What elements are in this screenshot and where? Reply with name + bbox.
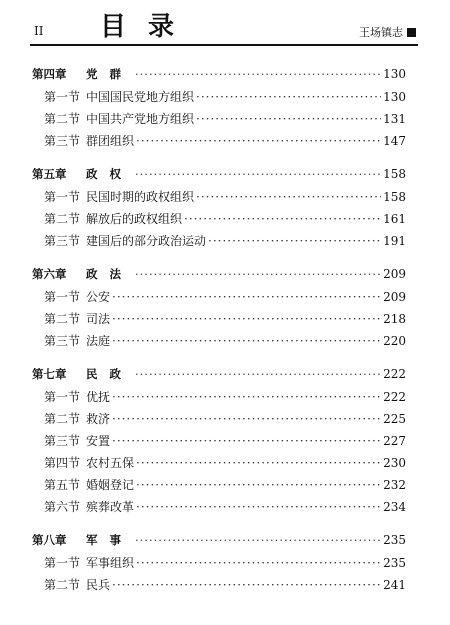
dot-leader xyxy=(112,312,381,326)
toc-chapter-row xyxy=(32,366,406,388)
page-ref: 222 xyxy=(383,367,406,381)
page-ref: 235 xyxy=(383,533,406,547)
dot-leader xyxy=(136,134,381,148)
page-ref: 161 xyxy=(383,212,406,226)
section-name: 救济 xyxy=(86,412,111,426)
toc-section-row xyxy=(32,288,406,310)
section-name: 中国国民党地方组织 xyxy=(86,90,195,104)
page-ref: 209 xyxy=(383,267,406,281)
dot-leader xyxy=(136,456,381,470)
square-icon xyxy=(407,28,416,37)
section-name: 民国时期的政权组织 xyxy=(86,190,195,204)
chapter-name: 民政 xyxy=(86,367,133,381)
page-ref: 218 xyxy=(383,312,406,326)
toc-chapter-row xyxy=(32,166,406,188)
toc-section-row xyxy=(32,210,406,232)
dot-leader xyxy=(112,578,381,592)
chapter-label: 第四章 xyxy=(32,67,67,81)
section-label: 第二节 xyxy=(44,578,81,592)
toc-section-row xyxy=(32,554,406,576)
toc-section-row xyxy=(32,498,406,520)
chapter-label: 第五章 xyxy=(32,167,67,181)
toc-section-row xyxy=(32,110,406,132)
chapter-label: 第七章 xyxy=(32,367,67,381)
section-name: 群团组织 xyxy=(86,134,135,148)
page-ref: 158 xyxy=(383,167,406,181)
section-label: 第一节 xyxy=(44,190,81,204)
page-number: II xyxy=(34,24,44,38)
dot-leader xyxy=(112,412,381,426)
dot-leader xyxy=(136,478,381,492)
page-ref: 241 xyxy=(383,578,406,592)
toc-section-row xyxy=(32,132,406,154)
dot-leader xyxy=(112,334,381,348)
toc-chapter-row xyxy=(32,266,406,288)
chapter-gap xyxy=(32,354,406,366)
section-label: 第五节 xyxy=(44,478,81,492)
dot-leader xyxy=(196,112,381,126)
toc-section-row xyxy=(32,576,406,598)
section-label: 第一节 xyxy=(44,290,81,304)
page-ref: 220 xyxy=(383,334,406,348)
section-name: 建国后的部分政治运动 xyxy=(86,234,207,248)
toc-chapter-row xyxy=(32,66,406,88)
page-header xyxy=(0,0,450,48)
page-ref: 230 xyxy=(383,456,406,470)
page-ref: 222 xyxy=(383,390,406,404)
section-name: 中国共产党地方组织 xyxy=(86,112,195,126)
toc-section-row xyxy=(32,432,406,454)
dot-leader xyxy=(136,500,381,514)
dot-leader xyxy=(135,367,381,381)
dot-leader xyxy=(136,556,381,570)
section-name: 公安 xyxy=(86,290,111,304)
header-rule xyxy=(30,44,418,46)
chapter-gap xyxy=(32,254,406,266)
book-title-group xyxy=(359,26,416,39)
section-name: 法庭 xyxy=(86,334,111,348)
section-label: 第一节 xyxy=(44,90,81,104)
section-name: 解放后的政权组织 xyxy=(86,212,183,226)
page-ref: 130 xyxy=(383,90,406,104)
toc-section-row xyxy=(32,410,406,432)
dot-leader xyxy=(135,67,381,81)
page-ref: 131 xyxy=(383,112,406,126)
page-ref: 209 xyxy=(383,290,406,304)
chapter-gap xyxy=(32,154,406,166)
section-label: 第二节 xyxy=(44,212,81,226)
section-name: 农村五保 xyxy=(86,456,135,470)
chapter-name: 党群 xyxy=(86,67,133,81)
toc-section-row xyxy=(32,310,406,332)
section-label: 第一节 xyxy=(44,390,81,404)
dot-leader xyxy=(112,290,381,304)
page-ref: 191 xyxy=(383,234,406,248)
page-ref: 158 xyxy=(383,190,406,204)
toc-section-row xyxy=(32,88,406,110)
section-name: 民兵 xyxy=(86,578,111,592)
section-label: 第三节 xyxy=(44,434,81,448)
chapter-name: 军事 xyxy=(86,533,133,547)
section-label: 第二节 xyxy=(44,412,81,426)
section-label: 第六节 xyxy=(44,500,81,514)
section-label: 第四节 xyxy=(44,456,81,470)
section-label: 第三节 xyxy=(44,234,81,248)
section-name: 军事组织 xyxy=(86,556,135,570)
dot-leader xyxy=(135,533,381,547)
dot-leader xyxy=(112,390,381,404)
dot-leader xyxy=(196,90,381,104)
dot-leader xyxy=(135,267,381,281)
dot-leader xyxy=(135,167,381,181)
page-ref: 227 xyxy=(383,434,406,448)
chapter-label: 第八章 xyxy=(32,533,67,547)
chapter-label: 第六章 xyxy=(32,267,67,281)
section-name: 婚姻登记 xyxy=(86,478,135,492)
chapter-name: 政权 xyxy=(86,167,133,181)
dot-leader xyxy=(196,190,381,204)
toc-section-row xyxy=(32,388,406,410)
section-label: 第二节 xyxy=(44,112,81,126)
toc-section-row xyxy=(32,454,406,476)
section-label: 第二节 xyxy=(44,312,81,326)
toc-section-row xyxy=(32,232,406,254)
section-name: 司法 xyxy=(86,312,111,326)
chapter-gap xyxy=(32,520,406,532)
page-title: 目录 xyxy=(100,12,197,42)
page-ref: 147 xyxy=(383,134,406,148)
page-ref: 232 xyxy=(383,478,406,492)
toc-section-row xyxy=(32,332,406,354)
table-of-contents xyxy=(32,66,406,598)
dot-leader xyxy=(112,434,381,448)
dot-leader xyxy=(184,212,381,226)
toc-section-row xyxy=(32,188,406,210)
dot-leader xyxy=(208,234,381,248)
chapter-name: 政法 xyxy=(86,267,133,281)
page-ref: 225 xyxy=(383,412,406,426)
section-label: 第一节 xyxy=(44,556,81,570)
section-name: 安置 xyxy=(86,434,111,448)
toc-section-row xyxy=(32,476,406,498)
page-ref: 130 xyxy=(383,67,406,81)
book-title: 王场镇志 xyxy=(359,26,403,39)
section-name: 优抚 xyxy=(86,390,111,404)
toc-chapter-row xyxy=(32,532,406,554)
section-name: 殡葬改革 xyxy=(86,500,135,514)
page-ref: 234 xyxy=(383,500,406,514)
section-label: 第三节 xyxy=(44,134,81,148)
section-label: 第三节 xyxy=(44,334,81,348)
page-ref: 235 xyxy=(383,556,406,570)
